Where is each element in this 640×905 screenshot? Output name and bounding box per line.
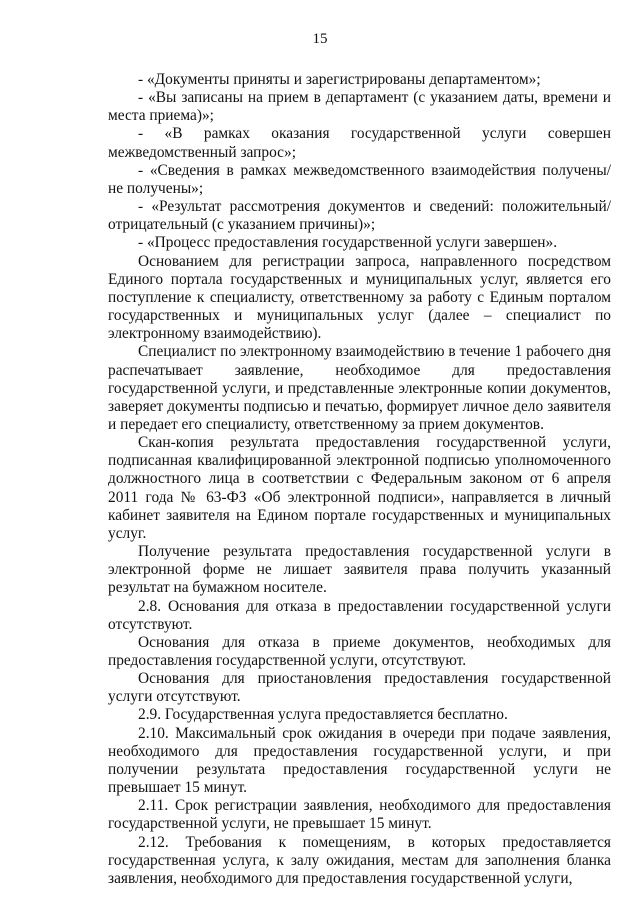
paragraph-section-2-9: 2.9. Государственная услуга предоставляется бесплатно. <box>138 706 508 724</box>
paragraph-specialist-duties: Специалист по электронному взаимодействию в течение 1 рабочего дня распечатывает заявление, необходимое для предоставления государственной услуги, и представленные электронные копии документов, заверяет документы подписью и печатью, формирует личное дело заявителя и передает его специалисту, ответственному за прием документов. <box>108 343 611 433</box>
paragraph-section-2-10: 2.10. Максимальный срок ожидания в очереди при подаче заявления, необходимого для предоставления государственной услуги, и при получении результата предоставления государственной услуги не превышает 15 минут. <box>108 724 611 797</box>
paragraph-section-2-11: 2.11. Срок регистрации заявления, необходимого для предоставления государственной услуги, не превышает 15 минут. <box>108 797 611 833</box>
paragraph-registration-basis: Основанием для регистрации запроса, направленного посредством Единого портала государственных и муниципальных услуг, является его поступление к специалисту, ответственному за работу с Единым порталом государственных и муниципальных услуг (далее – специалист по электронному взаимодействию). <box>108 252 611 343</box>
document-body <box>108 71 611 888</box>
paragraph-status-appointment: - «Вы записаны на прием в департамент (с указанием даты, времени и места приема)»; <box>108 89 611 125</box>
paragraph-electronic-result: Получение результата предоставления государственной услуги в электронной форме не лишает заявителя права получить указанный результат на бумажном носителе. <box>108 543 611 597</box>
paragraph-refusal-documents: Основания для отказа в приеме документов, необходимых для предоставления государственной услуги, отсутствуют. <box>108 633 611 669</box>
paragraph-scan-copy-result: Скан-копия результата предоставления государственной услуги, подписанная квалифицированной электронной подписью уполномоченного должностного лица в соответствии с Федеральным законом от 6 апреля 2011 года № 63-ФЗ «Об электронной подписи», направляется в личный кабинет заявителя на Едином портале государственных и муниципальных услуг. <box>108 434 611 542</box>
paragraph-status-interagency-info: - «Сведения в рамках межведомственного взаимодействия получены/ не получены»; <box>108 161 611 197</box>
paragraph-section-2-12: 2.12. Требования к помещениям, в которых предоставляется государственная услуга, к залу ожидания, местам для заполнения бланка заявления, необходимого для предоставления государственной услуги, <box>108 833 611 887</box>
paragraph-section-2-8: 2.8. Основания для отказа в предоставлении государственной услуги отсутствуют. <box>108 597 611 633</box>
paragraph-status-documents-accepted: - «Документы приняты и зарегистрированы департаментом»; <box>138 71 541 88</box>
paragraph-status-completed: - «Процесс предоставления государственной услуги завершен». <box>138 234 558 252</box>
paragraph-status-interagency-request: - «В рамках оказания государственной услуги совершен межведомственный запрос»; <box>108 125 611 161</box>
paragraph-suspension-grounds: Основания для приостановления предоставления государственной услуги отсутствуют. <box>108 670 611 706</box>
paragraph-status-review-result: - «Результат рассмотрения документов и сведений: положительный/отрицательный (с указанием причины)»; <box>108 198 611 234</box>
page-number: 15 <box>312 31 328 47</box>
